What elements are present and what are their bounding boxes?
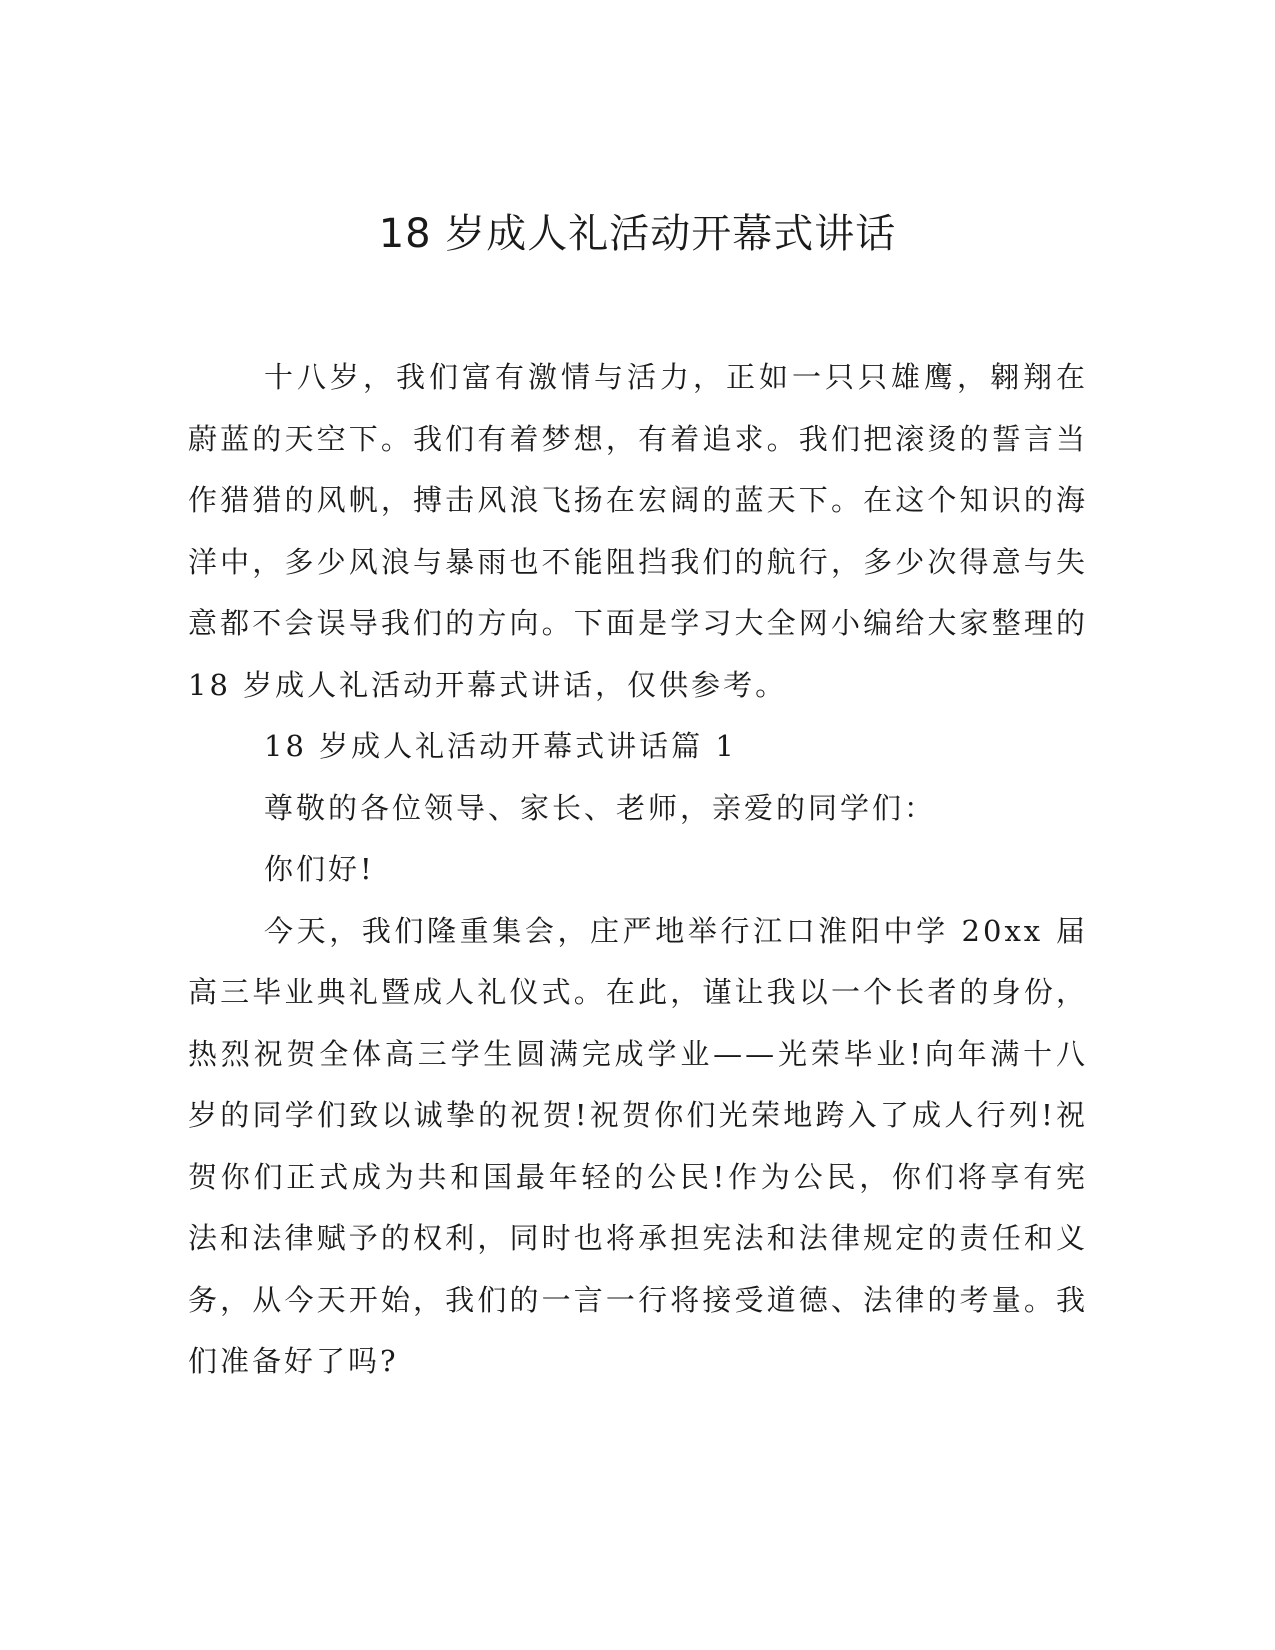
document-body [188,347,1088,1393]
intro-paragraph: 十八岁，我们富有激情与活力，正如一只只雄鹰，翱翔在蔚蓝的天空下。我们有着梦想，有着追求。我们把滚烫的誓言当作猎猎的风帆，搏击风浪飞扬在宏阔的蓝天下。在这个知识的海洋中，多少风浪与暴雨也不能阻挡我们的航行，多少次得意与失意都不会误导我们的方向。下面是学习大全网小编给大家整理的 18 岁成人礼活动开幕式讲话，仅供参考。 [188,360,1088,702]
speech-paragraph: 今天，我们隆重集会，庄严地举行江口淮阳中学 20xx 届高三毕业典礼暨成人礼仪式。在此，谨让我以一个长者的身份，热烈祝贺全体高三学生圆满完成学业——光荣毕业!向年满十八岁的同学们致以诚挚的祝贺!祝贺你们光荣地跨入了成人行列!祝贺你们正式成为共和国最年轻的公民!作为公民，你们将享有宪法和法律赋予的权利，同时也将承担宪法和法律规定的责任和义务，从今天开始，我们的一言一行将接受道德、法律的考量。我们准备好了吗? [188,913,1088,1378]
greeting: 你们好! [264,852,375,886]
page-title: 18 岁成人礼活动开幕式讲话 [378,211,897,257]
section-heading: 18 岁成人礼活动开幕式讲话篇 1 [264,729,737,763]
salutation: 尊敬的各位领导、家长、老师，亲爱的同学们： [264,790,937,825]
